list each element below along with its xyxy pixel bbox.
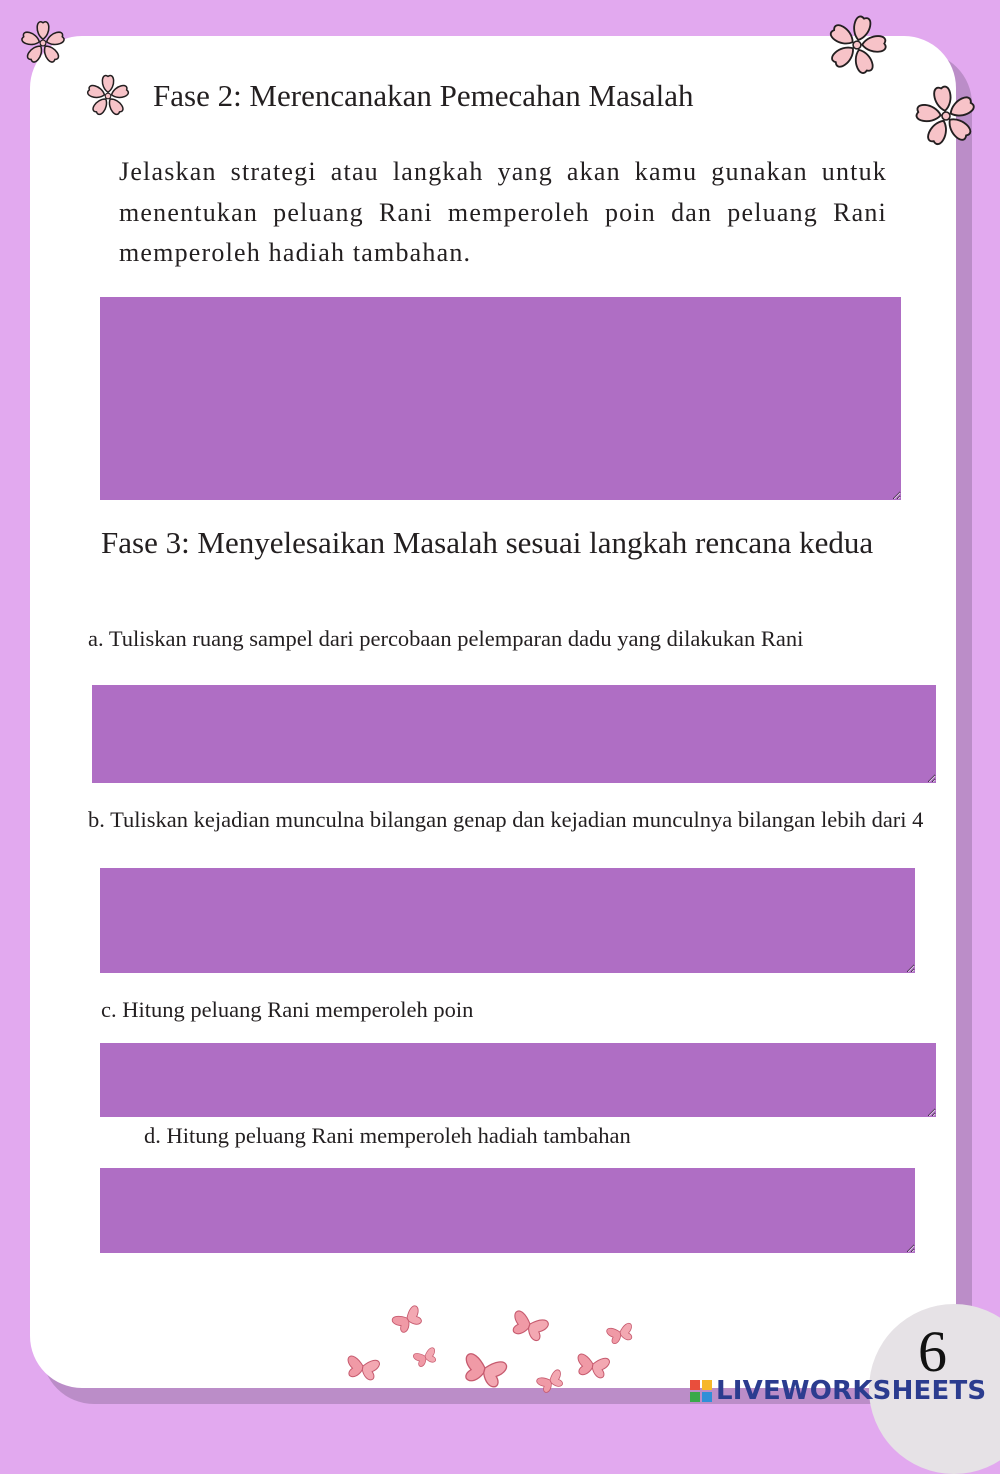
liveworksheets-brand xyxy=(690,1374,986,1408)
butterfly-icon xyxy=(345,1355,380,1380)
cherry-blossom-icon xyxy=(818,6,896,84)
butterfly-icon xyxy=(413,1347,439,1368)
answer-box-c[interactable] xyxy=(100,1043,936,1117)
butterfly-icon xyxy=(536,1369,566,1394)
answer-box-b[interactable] xyxy=(100,868,915,973)
butterfly-icon xyxy=(509,1310,549,1343)
butterfly-icon xyxy=(606,1323,635,1345)
butterfly-icon xyxy=(575,1353,610,1378)
question-d: d. Hitung peluang Rani memperoleh hadiah tambahan xyxy=(144,1123,631,1148)
phase2-title: Fase 2: Merencanakan Pemecahan Masalah xyxy=(153,78,694,113)
question-b: b. Tuliskan kejadian munculna bilangan genap dan kejadian munculnya bilangan lebih dari 4 xyxy=(88,807,924,832)
butterfly-icon xyxy=(461,1353,508,1389)
cherry-blossom-icon xyxy=(14,14,72,72)
answer-box-a[interactable] xyxy=(92,685,936,783)
question-a: a. Tuliskan ruang sampel dari percobaan pelemparan dadu yang dilakukan Rani xyxy=(88,626,804,651)
question-c: c. Hitung peluang Rani memperoleh poin xyxy=(101,997,474,1022)
page-number: 6 xyxy=(918,1319,947,1384)
butterfly-icon xyxy=(391,1305,425,1335)
phase3-title: Fase 3: Menyelesaikan Masalah sesuai langkah rencana kedua xyxy=(101,525,874,560)
phase2-instruction: Jelaskan strategi atau langkah yang akan kamu gunakan untuk menentukan peluang Rani memperoleh poin dan peluang Rani memperoleh hadiah tambahan. xyxy=(119,157,887,267)
cherry-blossom-icon xyxy=(906,76,986,156)
cherry-blossom-icon xyxy=(80,68,136,124)
answer-box-d[interactable] xyxy=(100,1168,915,1253)
liveworksheets-logo-icon xyxy=(690,1380,712,1402)
brand-name: LIVEWORKSHEETS xyxy=(716,1376,987,1406)
butterflies-decoration xyxy=(335,1296,655,1396)
answer-box-strategy[interactable] xyxy=(100,297,901,500)
